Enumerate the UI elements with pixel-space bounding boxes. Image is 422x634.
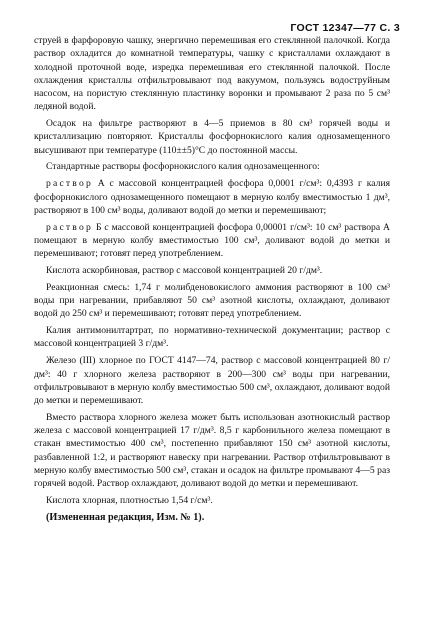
page-header: ГОСТ 12347—77 С. 3 bbox=[290, 22, 400, 34]
paragraph bbox=[34, 177, 390, 217]
paragraph: Калия антимонилтартрат, по нормативно-технической документации; раствор с массовой концентрацией 3 г/дм³. bbox=[34, 325, 390, 350]
paragraph-text: Б с массовой концентрацией фосфора 0,00001 г/см³: 10 см³ раствора А помещают в мерную колбу вместимостью 100 см³, доливают водой до метки и перемешивают; готовят перед употреблением. bbox=[34, 221, 390, 260]
paragraph: Железо (III) хлорное по ГОСТ 4147—74, раствор с массовой концентрацией 80 г/дм³: 40 г хлорного железа растворяют в 200—300 см³ воды при нагревании, отфильтровывают в мерную колбу вместимостью 500 см³, охлаждают, доливают водой до метки и перемешивают. bbox=[34, 355, 390, 406]
paragraph: Кислота аскорбиновая, раствор с массовой концентрацией 20 г/дм³. bbox=[46, 264, 323, 276]
paragraph: Осадок на фильтре растворяют в 4—5 приемов в 80 см³ горячей воды и кристаллизацию повторяют. Кристаллы фосфорнокислого калия однозамещенного высушивают при температуре (110±±5)°С до постоянной массы. bbox=[34, 118, 390, 156]
revision-note: (Измененная редакция, Изм. № 1). bbox=[46, 511, 205, 523]
paragraph-text: А с массовой концентрацией фосфора 0,0001 г/см³: 0,4393 г калия фосфорнокислого однозамещенного помещают в мерную колбу вместимостью 1 дм³, растворяют в 100 см³ воды, доливают водой до метки и перемешивают; bbox=[34, 178, 390, 216]
paragraph: Стандартные растворы фосфорнокислого калия однозамещенного: bbox=[46, 161, 320, 173]
document-body bbox=[34, 34, 390, 524]
solution-label: раствор bbox=[46, 178, 93, 190]
paragraph: Вместо раствора хлорного железа может быть использован азотнокислый раствор железа с массовой концентрацией 17 г/дм³. 8,5 г карбонильного железа помещают в стакан вместимостью 400 см³, постепенно прибавляют 150 см³ азотной кислоты, разбавленной 1:2, и растворяют навеску при нагревании. Раствор отфильтровывают в мерную колбу вместимостью 500 см³, стакан и осадок на фильтре промывают 4—5 раз горячей водой. Раствор охлаждают, доливают водой до метки и перемешивают. bbox=[34, 411, 390, 490]
paragraph: Кислота хлорная, плотностью 1,54 г/см³. bbox=[46, 494, 213, 506]
paragraph bbox=[34, 221, 390, 261]
solution-label: раствор bbox=[46, 221, 93, 233]
paragraph: струей в фарфоровую чашку, энергично перемешивая его стеклянной палочкой. Когда раствор охладится до комнатной температуры, чашку с кристаллами охлаждают в холодной проточной воде, изредка перемешивая его стеклянной палочкой. После охлаждения кристаллы отфильтровывают под вакуумом, пользуясь водоструйным насосом, на пористую стеклянную пластинку воронки и промывают 2 раза по 5 см³ ледяной водой. bbox=[34, 35, 390, 113]
paragraph: Реакционная смесь: 1,74 г молибденовокислого аммония растворяют в 100 см³ воды при нагревании, прибавляют 50 см³ азотной кислоты, охлаждают, доливают водой до 250 см³ и перемешивают; готовят перед употреблением. bbox=[34, 281, 390, 320]
